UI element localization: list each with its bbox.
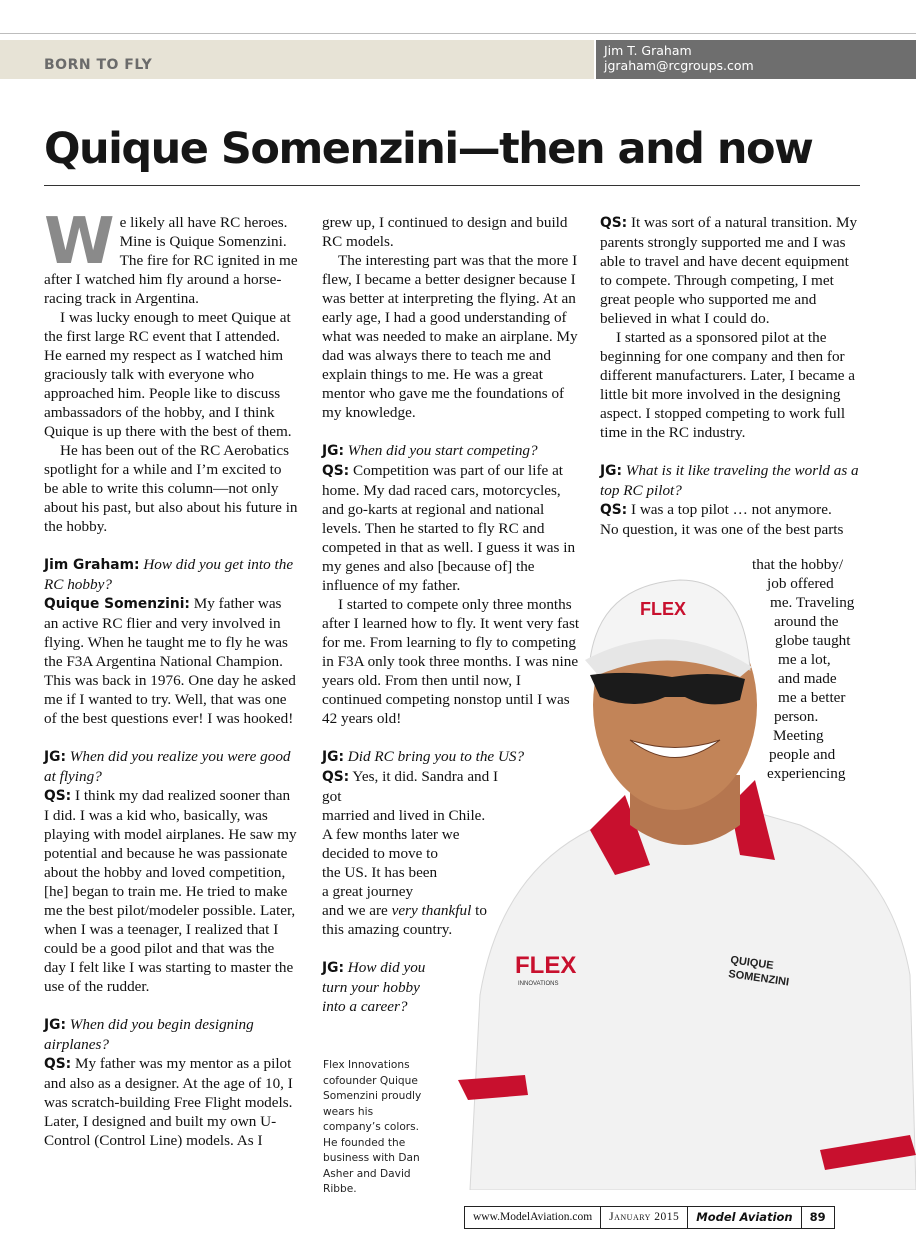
photo-caption: Flex Innovations cofounder Quique Somenzini proudly wears his company’s colors. He founded the business with Dan Asher and David Ribbe. (323, 1059, 422, 1195)
photo-wrap-text: that the hobby/ job offered me. Traveling around the globe taught me a lot, and made me a better person. Meeting people and experiencing (752, 556, 855, 782)
footer-magazine: Model Aviation (687, 1207, 800, 1228)
speaker-label: JG: (44, 1017, 66, 1033)
wrapped-question: JG: How did you turn your hobby into a career? (322, 959, 426, 1015)
shirt-name-1: QUIQUE (729, 954, 775, 973)
question: When did you start competing? (347, 442, 538, 459)
answer: I think my dad realized sooner than I did. I was a kid who, basically, was playing with model airplanes. He saw my potential and because he was passionate about the hobby and loved competition, [he] began to train me. He tried to make me the best pilot/modeler possible. Later, when I was a teenager, I realized that I could be a good pilot and that was the day I felt like I was starting to master the use of the rudder. (44, 787, 297, 995)
author-email[interactable]: jgraham@rcgroups.com (604, 58, 754, 73)
column-3: QS: It was sort of a natural transition. My parents strongly supported me and I was able to travel and have decent equipment to compete. Through competing, I met great people who supported me and believed in what I could do. I started as a sponsored pilot at the beginning for one company and then for different manufacturers. Later, I became a little bit more involved in the designing aspect. I stopped competing to work full time in the RC industry. JG: What is it like traveling the world as a top RC pilot? QS: I was a top pilot … not anymore. No question, it was one of the best parts (600, 213, 862, 539)
shirt-logo-sub: INNOVATIONS (518, 981, 559, 987)
footer-url[interactable]: www.ModelAviation.com (473, 1211, 593, 1223)
paragraph: grew up, I continued to design and build RC models. (322, 214, 568, 250)
author-name: Jim T. Graham (604, 43, 692, 58)
speaker-label: QS: (600, 215, 628, 231)
footer-date: January 2015 (600, 1207, 687, 1228)
answer: My father was an active RC flier and very involved in flying. When he taught me to fly he was the F3A Argentina National Champion. This was back in 1976. One day he asked me if I wanted to try. Well, that was one of the best questions ever! I was hooked! (44, 595, 296, 727)
question: What is it like traveling the world as a top RC pilot? (600, 462, 859, 499)
wrapped-answer: QS: Yes, it did. Sandra and I got married and lived in Chile. A few months later we decided to move to the US. It has been a great journey and we are very thankful to this amazing country. (322, 768, 499, 938)
speaker-label: JG: (322, 960, 344, 976)
section-banner (0, 40, 594, 79)
title-rule (44, 185, 860, 186)
shirt-logo: FLEX (515, 952, 577, 979)
section-label: BORN TO FLY (44, 57, 153, 73)
top-rule (0, 33, 916, 34)
intro-paragraph: e likely all have RC heroes. Mine is Quique Somenzini. The fire for RC ignited in me after I watched him fly around a horse-racing track in Argentina. (44, 214, 298, 307)
answer: My father was my mentor as a pilot and also as a designer. At the age of 10, I was scratch-building Free Flight models. Later, I designed and built my own U-Control (Control Line) models. As I (44, 1055, 293, 1149)
portrait-photo (440, 575, 916, 1190)
speaker-label: QS: (44, 1056, 72, 1072)
paragraph: I started as a sponsored pilot at the beginning for one company and then for different manufacturers. Later, I became a little bit more involved in the designing aspect. I stopped competing to work full time in the RC industry. (600, 329, 856, 441)
paragraph: I started to compete only three months after I learned how to fly. It went very fast for me. From learning to fly to competing in F3A only took three months. I was nine years old. From then until now, I continued competing nonstop until I was 42 years old! (322, 596, 580, 727)
speaker-label: QS: (322, 463, 350, 479)
column-1 (44, 205, 298, 1150)
shirt-name-2: SOMENZINI (727, 968, 790, 989)
question: Did RC bring you to the US? (347, 748, 525, 765)
speaker-label: JG: (600, 463, 622, 479)
speaker-label: JG: (322, 749, 344, 765)
paragraph: The interesting part was that the more I flew, I became a better designer because I was better at interpreting the flying. At an early age, I had a good understanding of what was needed to make an airplane. My dad was always there to teach me and explain things to me. He was a great mentor who gave me the foundations of my knowledge. (322, 252, 578, 421)
speaker-label: QS: (44, 788, 72, 804)
cap-logo: FLEX (640, 599, 687, 619)
question: How did you get into the RC hobby? (44, 556, 294, 593)
page-number: 89 (801, 1207, 834, 1228)
shirt (470, 805, 916, 1190)
paragraph: I was lucky enough to meet Quique at the first large RC event that I attended. He earned my respect as I watched him graciously talk with everyone who approached him. People like to discuss ambassadors of the hobby, and I think Quique is up there with the best of them. (44, 309, 292, 440)
speaker-label: Quique Somenzini: (44, 596, 190, 612)
page-footer (464, 1206, 835, 1229)
answer: Competition was part of our life at home. My dad raced cars, motorcycles, and go-karts at regional and national levels. Then he started to fly RC and competed in that as well. I guess it was in my genes and also [because of] the influence of my father. (322, 462, 576, 594)
answer: It was sort of a natural transition. My parents strongly supported me and I was able to travel and have decent equipment to compete. Through competing, I met great people who supported me and believed in what I could do. (600, 214, 858, 327)
speaker-label: JG: (322, 443, 344, 459)
article-title: Quique Somenzini—then and now (44, 124, 813, 174)
speaker-label: QS: (322, 769, 350, 785)
question: When did you realize you were good at flying? (44, 748, 291, 785)
paragraph: He has been out of the RC Aerobatics spotlight for a while and I’m excited to be able to write this column—not only about his past, but also about his future in the hobby. (44, 442, 298, 535)
question: When did you begin designing airplanes? (44, 1016, 254, 1053)
author-banner (596, 40, 916, 79)
speaker-label: Jim Graham: (44, 557, 140, 573)
speaker-label: QS: (600, 502, 628, 518)
drop-cap: W (44, 205, 115, 279)
speaker-label: JG: (44, 749, 66, 765)
